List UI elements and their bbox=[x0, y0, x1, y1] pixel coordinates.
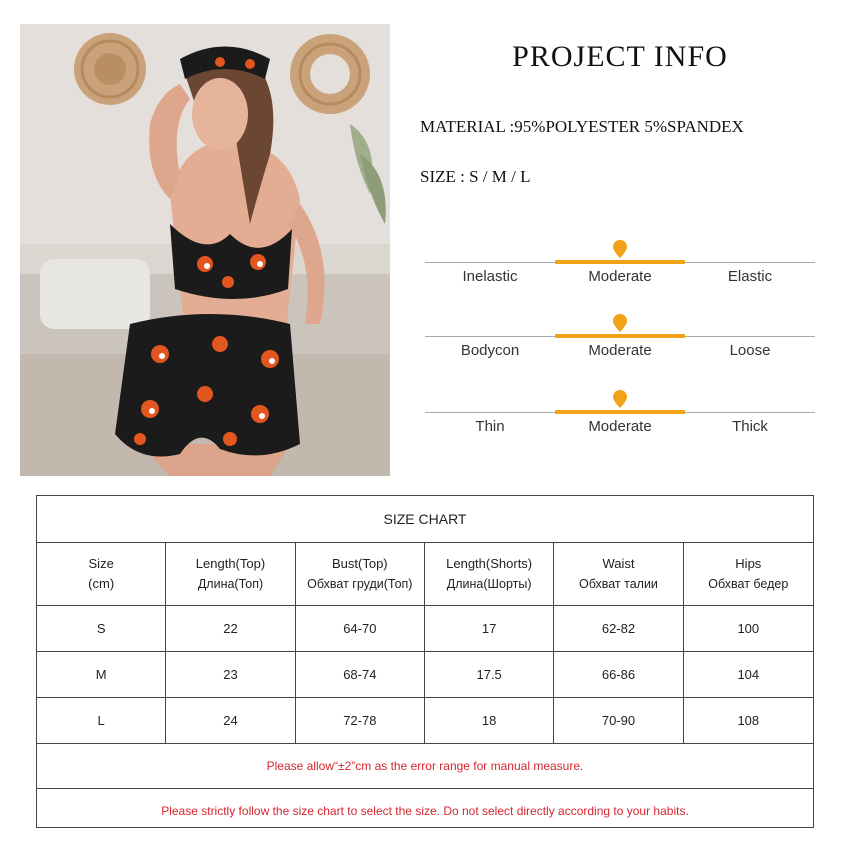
header-en: Length(Top) bbox=[195, 556, 266, 571]
header-en: Bust(Top) bbox=[332, 556, 388, 571]
table-cell: 64-70 bbox=[296, 606, 425, 651]
table-cell: L bbox=[37, 698, 166, 743]
header-length-top bbox=[166, 543, 295, 605]
table-cell: 17 bbox=[425, 606, 554, 651]
product-photo bbox=[20, 24, 390, 476]
header-en: Hips bbox=[735, 556, 762, 571]
scale-left-label: Bodycon bbox=[460, 342, 520, 359]
size-chart-title: SIZE CHART bbox=[37, 496, 813, 543]
scale-right-label: Elastic bbox=[727, 268, 773, 285]
elasticity-scale bbox=[425, 240, 815, 285]
table-cell: 23 bbox=[166, 652, 295, 697]
size-selection-note: Please strictly follow the size chart to select the size. Do not select directly according to your habits. bbox=[161, 804, 689, 818]
table-cell: 18 bbox=[425, 698, 554, 743]
table-cell: S bbox=[37, 606, 166, 651]
table-cell: 72-78 bbox=[296, 698, 425, 743]
table-header-row bbox=[37, 543, 813, 606]
table-cell: 100 bbox=[737, 621, 760, 636]
table-row bbox=[37, 652, 813, 698]
project-info-title: PROJECT INFO bbox=[512, 40, 728, 73]
header-en: Length(Shorts) bbox=[446, 556, 533, 571]
scale-selected-bar bbox=[555, 410, 685, 414]
header-ru: (cm) bbox=[88, 576, 115, 591]
wall-decor-left bbox=[74, 33, 146, 105]
table-cell: 70-90 bbox=[554, 698, 683, 743]
location-marker-icon bbox=[613, 314, 627, 332]
location-marker-icon bbox=[613, 390, 627, 408]
location-marker-icon bbox=[613, 240, 627, 258]
table-row bbox=[37, 606, 813, 652]
header-ru: Обхват груди(Топ) bbox=[307, 577, 413, 591]
scale-middle-label: Moderate bbox=[588, 418, 652, 435]
scale-middle-label: Moderate bbox=[588, 268, 652, 285]
model-illustration bbox=[20, 24, 390, 476]
material-text: MATERIAL :95%POLYESTER 5%SPANDEX bbox=[420, 117, 744, 136]
header-length-shorts bbox=[425, 543, 554, 605]
header-waist bbox=[554, 543, 683, 605]
table-cell: 104 bbox=[737, 667, 760, 682]
table-cell: 17.5 bbox=[425, 652, 554, 697]
table-cell: 108 bbox=[737, 713, 760, 728]
header-ru: Обхват талии bbox=[579, 577, 658, 591]
scale-selected-bar bbox=[555, 260, 685, 264]
wall-decor-right bbox=[290, 34, 370, 114]
table-cell: M bbox=[37, 652, 166, 697]
measurement-error-note: Please allow“±2”cm as the error range for manual measure. bbox=[37, 744, 813, 789]
size-options-text: SIZE : S / M / L bbox=[420, 167, 531, 186]
scale-middle-label: Moderate bbox=[588, 342, 652, 359]
header-ru: Обхват бедер bbox=[708, 577, 789, 591]
table-cell: 68-74 bbox=[296, 652, 425, 697]
thickness-scale bbox=[425, 390, 815, 435]
scale-left-label: Thin bbox=[475, 418, 505, 435]
header-hips bbox=[684, 543, 813, 605]
table-cell: 62-82 bbox=[554, 606, 683, 651]
scale-right-label: Loose bbox=[729, 342, 771, 359]
fit-scale bbox=[425, 314, 815, 359]
table-cell: 22 bbox=[166, 606, 295, 651]
scale-left-label: Inelastic bbox=[462, 268, 518, 285]
size-chart-table bbox=[36, 495, 814, 828]
scale-right-label: Thick bbox=[732, 418, 768, 435]
table-cell: 66-86 bbox=[554, 652, 683, 697]
table-row bbox=[37, 698, 813, 744]
header-en: Size bbox=[88, 556, 114, 571]
table-cell: 24 bbox=[166, 698, 295, 743]
header-en: Waist bbox=[602, 556, 635, 571]
header-size bbox=[37, 543, 166, 605]
header-ru: Длина(Топ) bbox=[197, 577, 264, 591]
header-bust-top bbox=[296, 543, 425, 605]
scale-selected-bar bbox=[555, 334, 685, 338]
header-ru: Длина(Шорты) bbox=[446, 577, 532, 591]
